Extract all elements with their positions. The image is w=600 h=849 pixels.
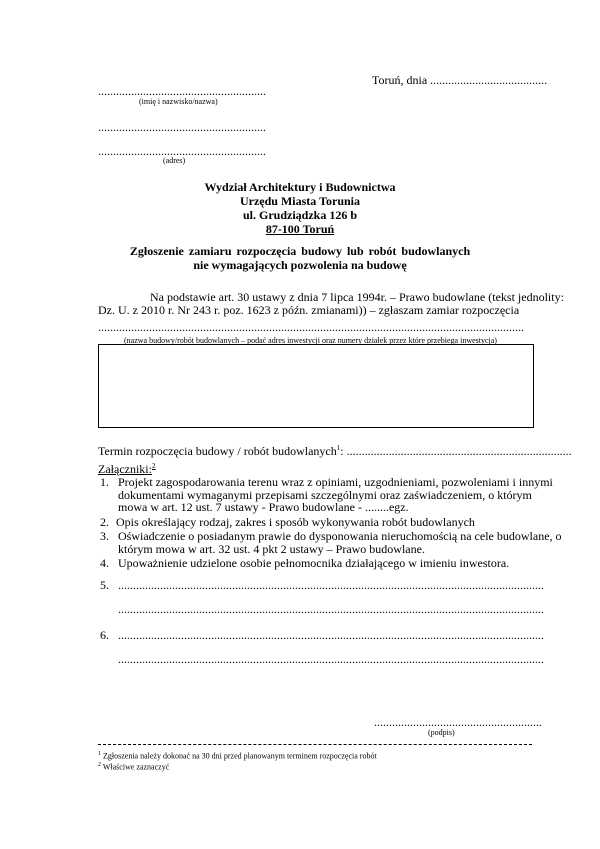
signature-dots[interactable]: ........................................................	[374, 715, 542, 729]
intro-line-1: Na podstawie art. 30 ustawy z dnia 7 lipca 1994r. – Prawo budowlane (tekst jednolity:	[150, 290, 564, 304]
attachment-number: 5.	[100, 578, 109, 592]
attachment-text-line: Upoważnienie udzielone osobie pełnomocnika działającego w imieniu inwestora.	[118, 556, 510, 570]
recipient-line-2: Urzędu Miasta Torunia	[239, 194, 360, 208]
recipient-line-4: 87-100 Toruń	[265, 222, 335, 236]
signature-caption: (podpis)	[428, 728, 455, 737]
form-title-line-1: Zgłoszenie zamiaru rozpoczęcia budowy lub robót budowlanych	[129, 244, 471, 258]
form-title-line-2: nie wymagających pozwolenia na budowę	[193, 258, 407, 272]
attachment-number: 1.	[100, 475, 109, 489]
place-date: Toruń, dnia .......................................	[372, 73, 548, 87]
attachment-dots-line[interactable]: ..............................................................................................................................................	[118, 652, 544, 666]
attachment-text-line: którym mowa w art. 32 ust. 4 pkt 2 ustawy – Prawo budowlane.	[118, 541, 425, 556]
footnote-2	[98, 762, 169, 772]
attachment-dots-line[interactable]: ..............................................................................................................................................	[118, 578, 544, 592]
investment-dots[interactable]: ..............................................................................................................................................	[98, 320, 524, 334]
attachments-heading-text: Załączniki:	[98, 462, 152, 476]
footnote-1-text: Zgłoszenia należy dokonać na 30 dni przed planowanym terminem rozpoczęcia robót	[103, 751, 377, 761]
name-dots[interactable]: ........................................................	[98, 84, 266, 98]
attachment-text-line: dokumentami wymaganymi przepisami szczególnymi oraz zaświadczeniem, o którym	[118, 487, 532, 502]
footnote-2-mark: 2	[98, 762, 101, 768]
attachment-number: 4.	[100, 556, 109, 570]
recipient-line-1: Wydział Architektury i Budownictwa	[204, 180, 396, 194]
address-caption: (adres)	[163, 156, 186, 165]
start-term-dots[interactable]: : ...........................................................................	[340, 444, 572, 458]
attachment-text-line: Opis określający rodzaj, zakres i sposób wykonywania robót budowlanych	[116, 515, 475, 529]
attachment-number: 6.	[100, 628, 109, 642]
attachment-number: 2.	[100, 515, 109, 529]
attachment-dots-line[interactable]: ..............................................................................................................................................	[118, 628, 544, 642]
name-caption: (imię i nazwisko/nazwa)	[139, 97, 218, 106]
investment-caption: (nazwa budowy/robót budowlanych – podać adres inwestycji oraz numery działek przez które przebiega inwestycja)	[124, 336, 497, 345]
footnote-1-mark: 1	[98, 751, 101, 757]
start-term-label: Termin rozpoczęcia budowy / robót budowlanych	[98, 444, 337, 458]
footnote-1	[98, 751, 377, 761]
address-dots-2[interactable]: ........................................................	[98, 144, 266, 158]
attachment-text-line: Projekt zagospodarowania terenu wraz z opiniami, uzgodnieniami, pozwoleniami i innymi	[118, 475, 553, 489]
footnote-separator	[98, 744, 532, 745]
intro-line-2: Dz. U. z 2010 r. Nr 243 r. poz. 1623 z późn. zmianami)) – zgłaszam zamiar rozpoczęcia	[98, 303, 520, 317]
start-term-row[interactable]	[98, 444, 572, 459]
attachment-text-line: Oświadczenie o posiadanym prawie do dysponowania nieruchomością na cele budowlane, o	[118, 529, 562, 543]
attachments-footnote-mark: 2	[151, 462, 156, 470]
investment-description-box[interactable]	[98, 344, 534, 428]
attachment-dots-line[interactable]: ..............................................................................................................................................	[118, 602, 544, 616]
attachment-text-line: mowa w art. 12 ust. 7 ustawy - Prawo budowlane - ........egz.	[118, 500, 409, 514]
attachment-number: 3.	[100, 529, 109, 543]
recipient-line-3: ul. Grudziądzka 126 b	[242, 208, 358, 222]
address-dots-1[interactable]: ........................................................	[98, 120, 266, 134]
start-term-footnote-mark: 1	[336, 444, 341, 452]
footnote-2-text: Właściwe zaznaczyć	[102, 762, 170, 772]
